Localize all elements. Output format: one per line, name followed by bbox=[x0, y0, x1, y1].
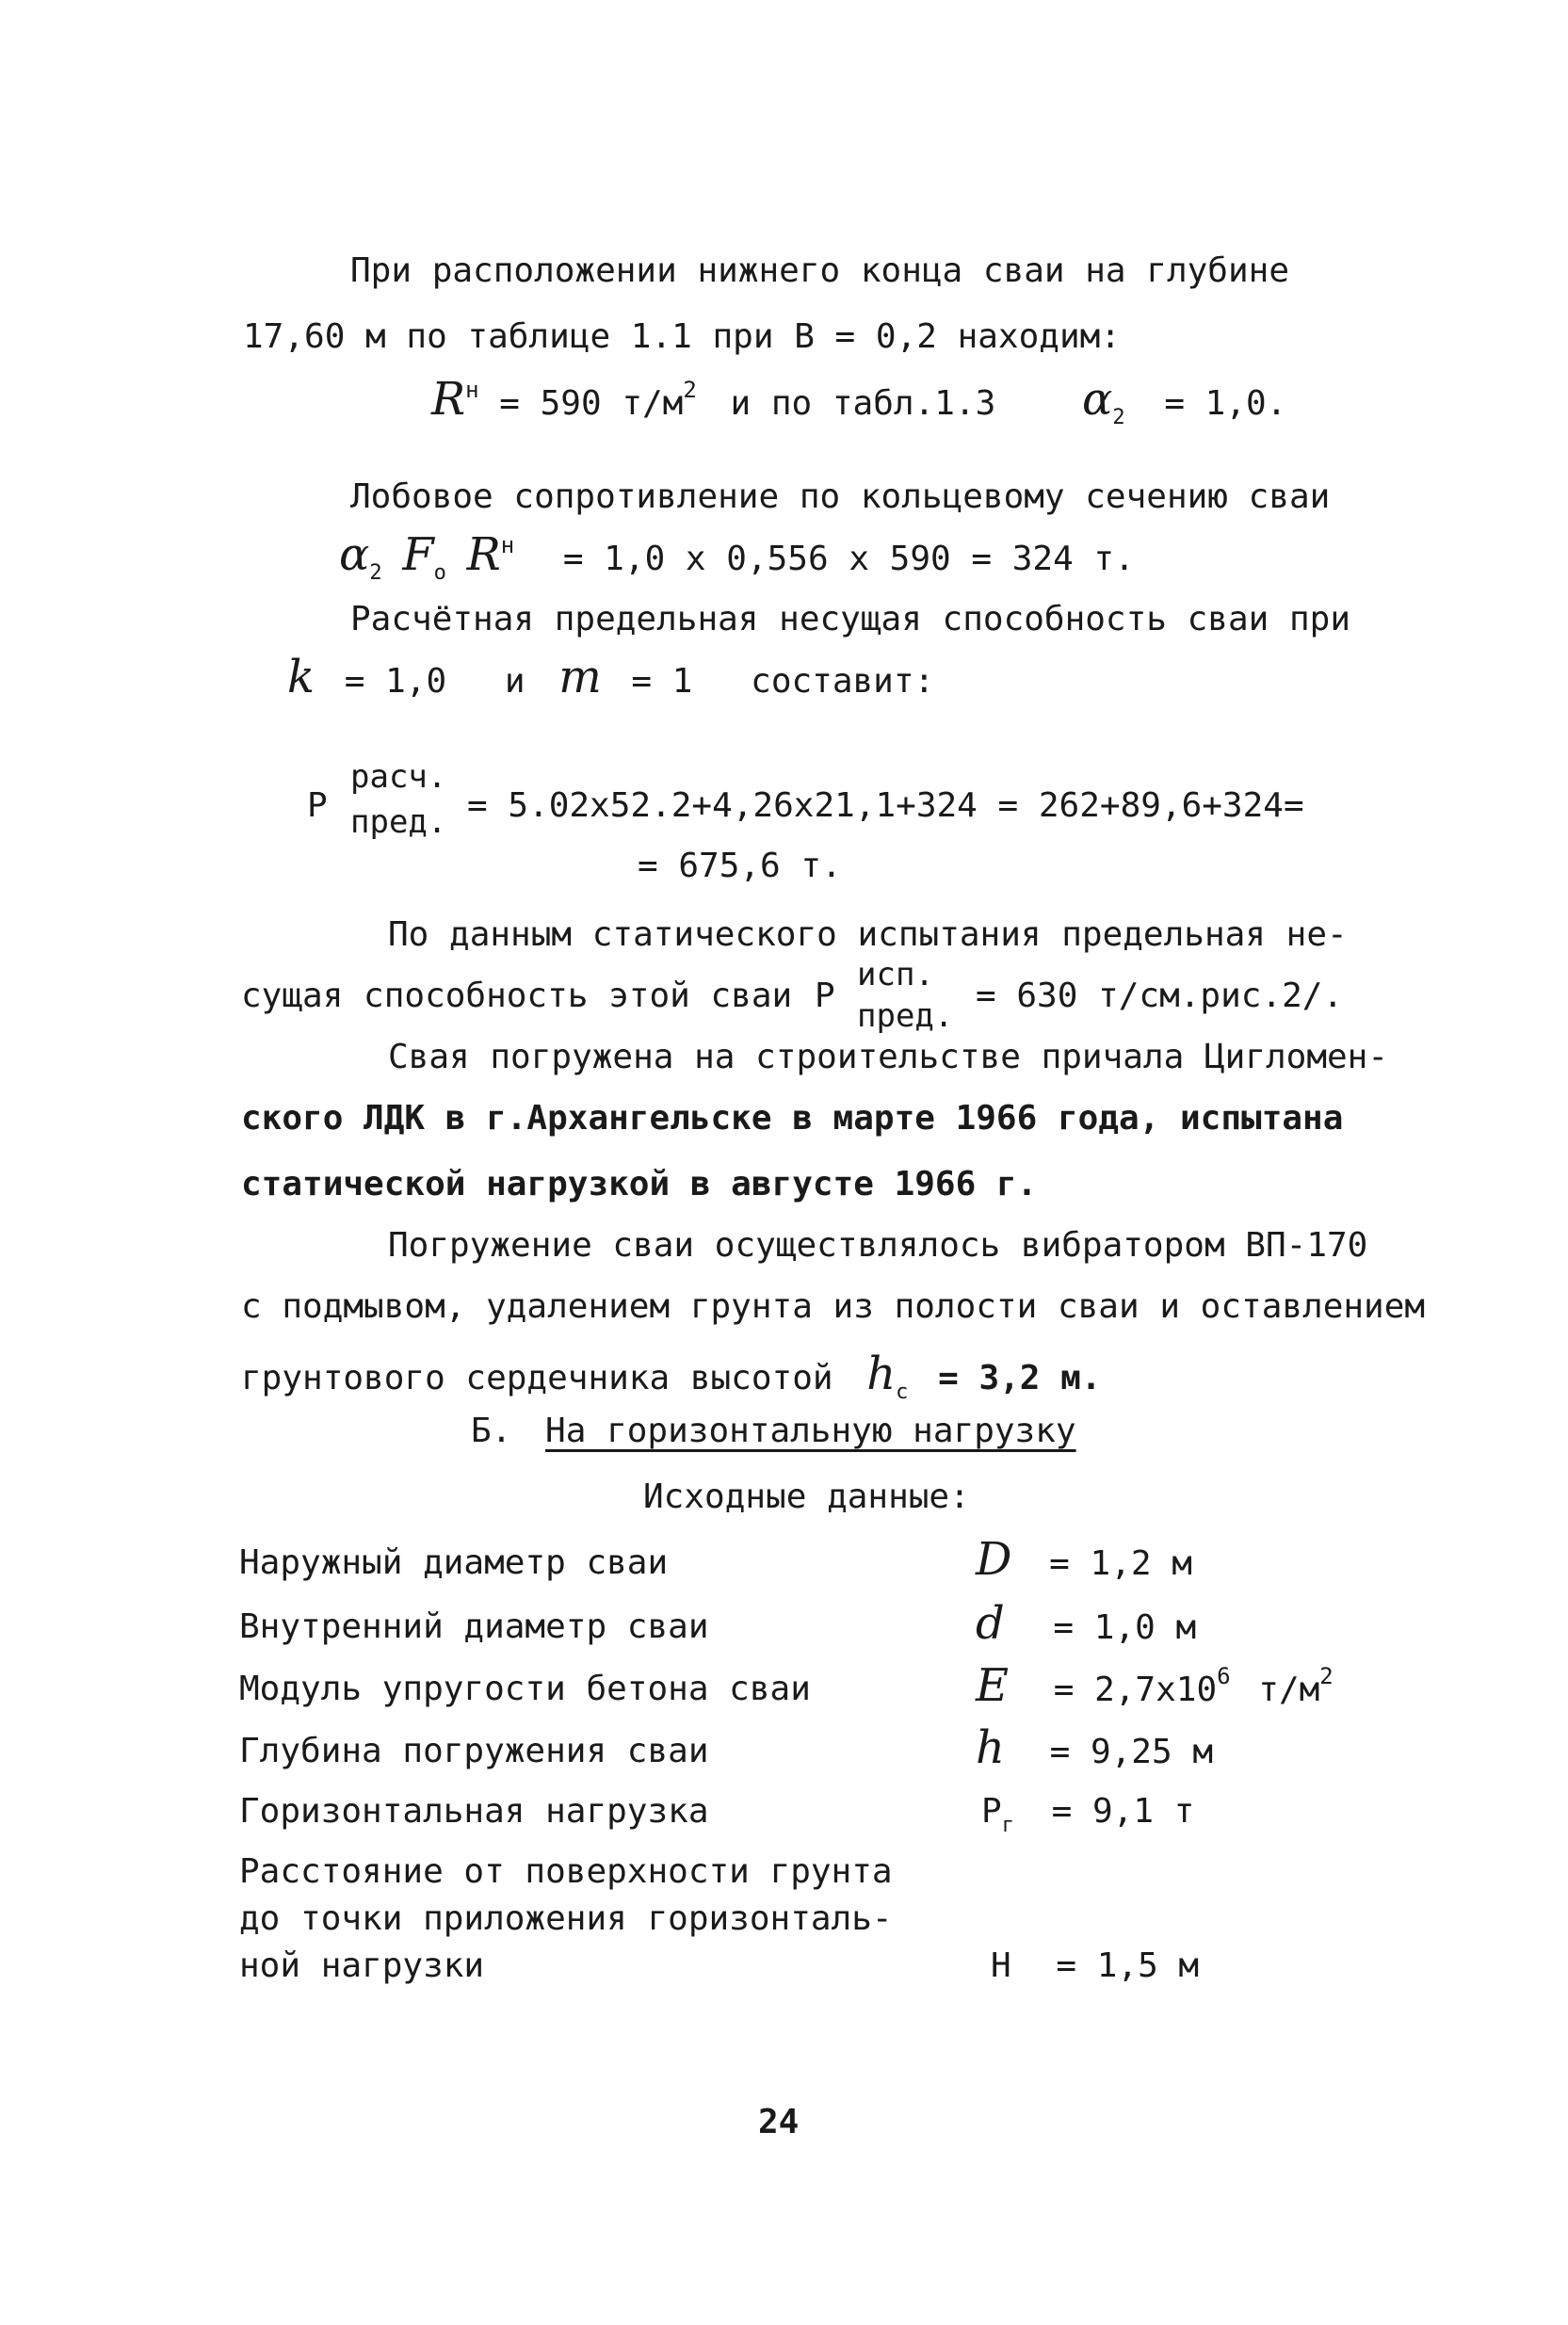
symbol-P: P bbox=[307, 786, 328, 825]
symbol-R: R bbox=[431, 373, 466, 426]
param-value bbox=[981, 1792, 1195, 1837]
section-title: На горизонтальную нагрузку bbox=[545, 1412, 1076, 1450]
symbol-h: h bbox=[976, 1721, 1005, 1774]
param-number: = 1,0 м bbox=[1053, 1608, 1197, 1647]
paragraph-text: грунтового сердечника высотой bbox=[241, 1359, 833, 1397]
paragraph-line: При расположении нижнего конца сваи на глубине bbox=[350, 251, 1289, 290]
formula-value: = 590 т/м bbox=[499, 384, 684, 423]
exponent: 2 bbox=[683, 377, 697, 403]
paragraph-line: 17,60 м по таблице 1.1 при В = 0,2 находим: bbox=[243, 317, 1121, 356]
symbol-k: k bbox=[287, 651, 315, 703]
formula-value: = 1,0 bbox=[344, 662, 447, 701]
param-number: = 1,2 м bbox=[1049, 1544, 1192, 1583]
symbol-E: E bbox=[976, 1659, 1010, 1712]
section-prefix: Б. bbox=[471, 1412, 512, 1450]
formula-line bbox=[431, 373, 1287, 429]
symbol-d: d bbox=[976, 1597, 1005, 1650]
symbol-P: P bbox=[981, 1792, 1002, 1831]
param-number: = 1,5 м bbox=[1056, 1946, 1200, 1985]
formula-text: и по табл.1.3 bbox=[730, 384, 996, 423]
formula-line: = 5.02х52.2+4,26х21,1+324 = 262+89,6+324= bbox=[467, 786, 1304, 825]
formula-line bbox=[339, 528, 1135, 585]
superscript: н bbox=[500, 532, 515, 558]
subscript: c bbox=[896, 1380, 909, 1404]
paragraph-line: Погружение сваи осуществлялось вибратором ВП-170 bbox=[388, 1226, 1368, 1265]
paragraph-line: с подмывом, удалением грунта из полости сваи и оставлением bbox=[241, 1287, 1426, 1326]
param-label: до точки приложения горизонталь- bbox=[239, 1899, 893, 1938]
subscript: 2 bbox=[1112, 406, 1125, 429]
subscript: г bbox=[1001, 1814, 1014, 1837]
symbol-D: D bbox=[976, 1533, 1012, 1586]
param-number: = 9,25 м bbox=[1049, 1733, 1213, 1771]
paragraph-line: По данным статического испытания предельная не- bbox=[388, 915, 1348, 954]
param-value bbox=[991, 1946, 1200, 1985]
formula-value: = 1,0. bbox=[1164, 384, 1287, 423]
formula-line: = 675,6 т. bbox=[638, 847, 842, 885]
param-value bbox=[976, 1659, 1334, 1712]
param-number: = 9,1 т bbox=[1051, 1792, 1195, 1831]
superscript: расч. bbox=[350, 758, 447, 796]
symbol-m: m bbox=[558, 651, 602, 703]
param-label: Внутренний диаметр сваи bbox=[239, 1607, 709, 1646]
section-heading bbox=[471, 1414, 1076, 1448]
symbol-R: R bbox=[466, 528, 501, 581]
superscript: н bbox=[465, 377, 479, 403]
param-unit: т/м bbox=[1258, 1671, 1320, 1709]
formula-value: = 1 bbox=[631, 662, 693, 701]
paragraph-line: Лобовое сопротивление по кольцевому сечению сваи bbox=[350, 477, 1331, 516]
param-label: Горизонтальная нагрузка bbox=[239, 1792, 709, 1831]
symbol-h: h bbox=[866, 1348, 897, 1400]
param-label: ной нагрузки bbox=[239, 1946, 485, 1985]
paragraph-line bbox=[241, 979, 792, 1013]
paragraph-line: Расчётная предельная несущая способность сваи при bbox=[350, 600, 1351, 638]
param-label: Глубина погружения сваи bbox=[239, 1732, 709, 1770]
param-value bbox=[976, 1597, 1197, 1650]
symbol-alpha: α bbox=[339, 528, 370, 581]
paragraph-line bbox=[241, 1348, 1102, 1404]
param-value bbox=[976, 1721, 1213, 1774]
param-label: Наружный диаметр сваи bbox=[239, 1543, 669, 1582]
param-number: = 2,7х10 bbox=[1053, 1671, 1218, 1709]
formula-text: и bbox=[504, 662, 525, 701]
paragraph-line: ского ЛДК в г.Архангельске в марте 1966 года, испытана bbox=[241, 1099, 1344, 1138]
symbol-H: H bbox=[991, 1946, 1011, 1985]
formula-text: составит: bbox=[751, 662, 935, 701]
param-value bbox=[976, 1533, 1192, 1586]
formula-value: = 630 т/см.рис.2/. bbox=[976, 977, 1344, 1015]
superscript: исп. bbox=[857, 956, 934, 993]
symbol-F: F bbox=[402, 528, 434, 581]
paragraph-line: Свая погружена на строительстве причала Цигломен- bbox=[388, 1038, 1389, 1076]
param-label: Модуль упругости бетона сваи bbox=[239, 1670, 811, 1708]
formula-value: = 3,2 м. bbox=[938, 1359, 1102, 1397]
paragraph-line: статической нагрузкой в августе 1966 г. bbox=[241, 1165, 1038, 1203]
subscript: 2 bbox=[369, 561, 382, 585]
symbol-P: P bbox=[815, 977, 835, 1015]
subscript: o bbox=[433, 561, 446, 585]
page-number: 24 bbox=[758, 2103, 800, 2141]
formula-line bbox=[287, 651, 935, 703]
symbol-alpha: α bbox=[1081, 373, 1113, 426]
paragraph-text: сущая способность этой сваи bbox=[241, 977, 793, 1015]
exponent: 2 bbox=[1319, 1663, 1334, 1689]
subscript: пред. bbox=[350, 803, 447, 841]
subscript: пред. bbox=[857, 997, 954, 1035]
formula-value: = 1,0 х 0,556 х 590 = 324 т. bbox=[562, 540, 1135, 578]
exponent: 6 bbox=[1217, 1663, 1231, 1689]
subheading: Исходные данные: bbox=[643, 1477, 970, 1516]
param-label: Расстояние от поверхности грунта bbox=[239, 1852, 893, 1891]
